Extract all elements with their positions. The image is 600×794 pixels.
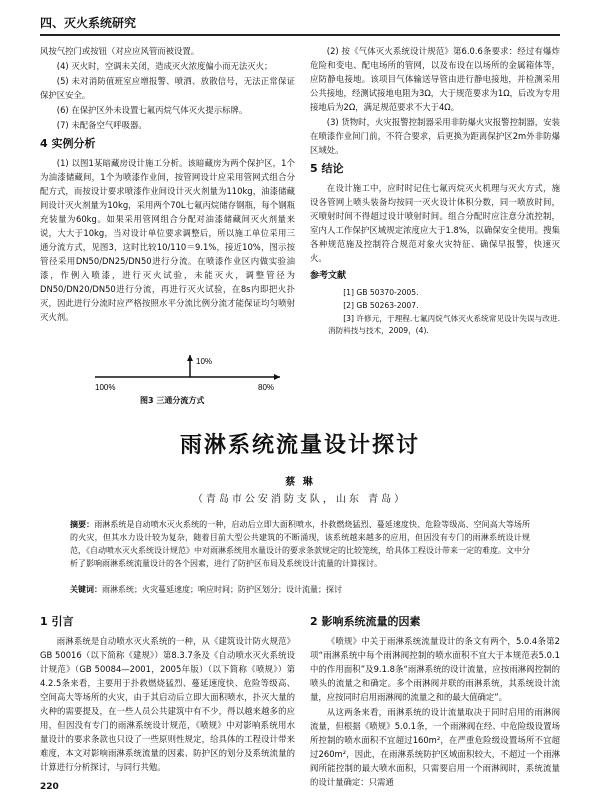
section-heading: 1 引言 bbox=[40, 615, 74, 628]
keywords bbox=[70, 583, 530, 596]
references-heading: 参考文献 bbox=[310, 271, 347, 281]
paragraph: (1) 以图1某暗藏房设计施工分析。该暗藏房为两个保护区，1个为油漆储藏间，1个为喷漆作业间，按管网设计应采用管网式组合分配方式，而按设计要求喷漆作业间设计灭火剂量为110kg，油漆储藏间设计灭火剂量为10kg，采用两个70L七氟丙烷储存钢瓶，每个钢瓶充装量为60kg。如果采用管网组合分配对油漆储藏间灭火剂量来说，大大于10kg，当对设计单位要求调整后，所以施工单位采用三通分流方式，见图3，这时比较10/110＝9.1%，接近10%，图示按管径采用DN50/DN25/DN50进行分流。在喷漆作业区内做实验油漆，作例入喷漆，进行灭火试验，未能灭火，调整管径为DN50/DN20/DN50进行分流，再进行灭火试验，在8s内即把火扑灭，因此进行分流时应严格按照水平分流比例分流才能保证均匀喷射灭火剂。 bbox=[40, 158, 295, 322]
paragraph: (4) 灭火时，空调未关闭，造成灭火浓度偏小而无法灭火； bbox=[56, 61, 273, 71]
branch-flow-label: 10% bbox=[196, 357, 213, 366]
running-header bbox=[40, 10, 560, 36]
keywords-label: 关键词： bbox=[70, 585, 102, 594]
section-heading: 4 实例分析 bbox=[40, 137, 96, 150]
outlet-flow-label: 80% bbox=[258, 383, 275, 392]
keywords-text: 雨淋系统；火灾蔓延速度；响应时间；防护区划分；设计流量；探讨 bbox=[102, 585, 342, 594]
lower-right-column bbox=[310, 610, 560, 790]
upper-left-column bbox=[40, 44, 295, 325]
paragraph: (2) 按《气体灭火系统设计规范》第6.0.6条要求：经过有爆炸危险和变电、配电场所的管网，以及布设在以场所的金属箱体等，应防静电接地。该项目气体输送导管由进行静电接地，并检测采用公共接地，经测试接地电阻为3Ω，大于规范要求为1Ω，后改为专用接地后为2Ω，满足规范要求不大于4Ω。 bbox=[310, 46, 560, 112]
inlet-flow-label: 100% bbox=[95, 383, 116, 392]
branch-arrow-icon bbox=[187, 355, 193, 361]
outlet-arrow-icon bbox=[274, 374, 280, 380]
author-affiliation: （青岛市公安消防支队，山东 青岛） bbox=[192, 494, 408, 505]
tee-split-diagram bbox=[90, 355, 290, 395]
page-number: 220 bbox=[40, 782, 59, 792]
paragraph: 从这两条来看，雨淋系统的设计流量取决于同时启用的雨淋阀流量，但根据《喷规》5.0.1条，一个雨淋阀在经、中危险级设置场所控制的喷水面积不宜超过160m²，在严重危险级设置场所不宜超过260m²，因此，在雨淋系统防护区域面积较大，不超过一个雨淋阀所能控制的最大喷水面积，只需要启用一个雨淋阀时，系统流量的设计量确定：只需通 bbox=[310, 707, 560, 787]
abstract bbox=[70, 518, 530, 570]
figure-caption: 图3 三通分流方式 bbox=[140, 396, 205, 405]
section-heading: 5 结论 bbox=[310, 162, 344, 175]
lower-left-column bbox=[40, 610, 295, 775]
paragraph: (6) 在保护区外未设置七氟丙烷气体灭火提示标牌。 bbox=[56, 105, 248, 115]
paragraph: (5) 未对消防值班室应增报警、喷洒、放散信号，无法正常保证保护区安全。 bbox=[40, 76, 295, 100]
upper-right-column bbox=[310, 44, 560, 338]
paragraph: 在设计施工中，应时时记住七氟丙烷灭火机理与灭火方式，施设各管网上喷头装备均按同一灭火设计体积分数，同一喷放时间，灭喷射时间不得超过设计喷射时间。组合分配时应注意分流控制，室内人工作保护区域规定浓度应大于1.8%，以确保安全使用。搜集各种规范施及控制符合规范对象火灾特征、确保早报警，快速灭火。 bbox=[310, 183, 560, 263]
reference-item: [1] GB 50370-2005. bbox=[343, 288, 419, 297]
reference-item: [2] GB 50263-2007. bbox=[343, 301, 419, 310]
header-section-title: 四、灭火系统研究 bbox=[40, 16, 137, 30]
abstract-text: 雨淋系统是自动喷水灭火系统的一种，启动后立即大面积喷水，扑救燃烧猛烈、蔓延速度快、危险等级高、空间高大等场所的火灾，但其水力设计较为复杂，随着目前大型公共建筑的不断涌现，该系统越来越多的应用，但因没有专门的雨淋系统设计规范，《自动喷水灭火系统设计规范》中对雨淋系统用水量设计的要求条款规定的比较笼统，给具体工程设计带来一定的难度。文中分析了影响雨淋系统流量设计的各个因素，进行了防护区布局及系统设计流量的计算探讨。 bbox=[70, 520, 530, 568]
article-title: 雨淋系统流量设计探讨 bbox=[179, 433, 420, 458]
reference-item: [3] 许修元，于理程.七氟丙烷气体灭火系统常见设计失误与改进.消防科技与技术，2009，(4). bbox=[328, 314, 560, 335]
abstract-label: 摘要： bbox=[70, 520, 95, 529]
article-author: 蔡 琳 bbox=[285, 477, 315, 488]
paragraph: (3) 货物时，火灾报警控制器采用非防爆火灾报警控制器，安装在喷漆作业间门前，不符合要求，后更换为距离保护区2m外非防爆区域处。 bbox=[310, 117, 560, 155]
paragraph: 雨淋系统是自动喷水灭火系统的一种，从《建筑设计防火规范》GB 50016（以下简称《建规》）第8.3.7条及《自动喷水灭火系统设计规范》（GB 50084—2001，2005年版）（以下简称《喷规》）第4.2.5条来看，主要用于扑救燃烧猛烈、蔓延速度快、危险等级高、空间高大等场所的火灾，由于其启动后立即大面积喷水，扑灭大量的火种的需要提及，在一些人员公共建筑中有不少，得以越来越多的应用，但因没有专门的雨淋系统设计规范，《喷规》中对影响系统用水量设计的要求条款也只设了一些原则性规定，给具体的工程设计带来难度，本文对影响雨淋系统流量的因素、防护区的划分及系统流量的计算进行分析探讨，与同行共勉。 bbox=[40, 636, 295, 772]
paragraph: 风按气控门或按钮（对应应风管而被设置。 bbox=[40, 46, 200, 56]
section-heading: 2 影响系统流量的因素 bbox=[310, 615, 421, 628]
paragraph: (7) 未配备空气呼吸器。 bbox=[56, 120, 147, 130]
paragraph: 《喷规》中关于雨淋系统流量设计的条文有两个，5.0.4条第2项“雨淋系统中每个雨淋阀控制的喷水面积不宜大于本规范表5.0.1中的作用面积”及9.1.8条“雨淋系统的设计流量，应按雨淋阀控制的喷头的流量之和确定。多个雨淋阀并联的雨淋系统，其系统设计流量，应按同时启用雨淋阀的流量之和的最大值确定”。 bbox=[310, 636, 560, 702]
